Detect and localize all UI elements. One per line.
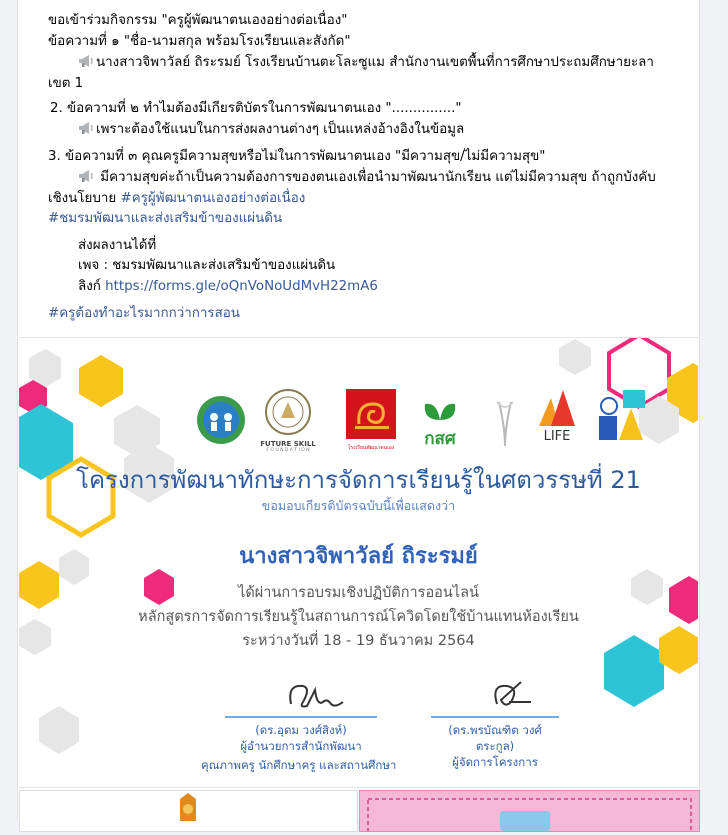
post-card bbox=[17, 0, 700, 820]
megaphone-icon bbox=[78, 54, 94, 68]
photo-thumbnail-1[interactable] bbox=[19, 790, 358, 832]
certificate-title: โครงการพัฒนาทักษะการจัดการเรียนรู้ในศตวรรษที่ 21 bbox=[76, 466, 641, 494]
life-logo bbox=[535, 390, 579, 444]
future-skill-icon bbox=[253, 388, 323, 436]
signatory-2-name: (ดร.พรบัณฑิต วงศ์ตระกูล) bbox=[448, 723, 542, 753]
life-icon bbox=[535, 390, 579, 426]
life-text: LIFE bbox=[543, 429, 571, 444]
signatory-1-role-1: ผู้อำนวยการสำนักพัฒนา bbox=[240, 739, 362, 753]
recipient-name: นางสาวจิพาวัลย์ ถิระรมย์ bbox=[239, 544, 478, 569]
post-line-2: ข้อความที่ ๑ "ชื่อ-นามสกุล พร้อมโรงเรียนและสังกัด" bbox=[48, 34, 351, 49]
signatory-1 bbox=[201, 716, 397, 773]
hashtag-link-3[interactable]: #ครูต้องทำอะไรมากกว่าการสอน bbox=[48, 306, 240, 321]
ribbon-logo-icon bbox=[485, 398, 525, 450]
certificate-body bbox=[19, 581, 698, 653]
post-line-9 bbox=[48, 189, 305, 210]
snail-logo bbox=[345, 388, 397, 452]
post-line-5: 2. ข้อความที่ ๒ ทำไมต้องมีเกียรติบัตรในการพัฒนาตนเอง "..............." bbox=[50, 101, 462, 116]
club-logo-icon bbox=[195, 394, 247, 446]
signature-line-2 bbox=[431, 716, 559, 718]
school-logo-icon bbox=[597, 388, 649, 444]
post-line-7: 3. ข้อความที่ ๓ คุณครูมีความสุขหรือไม่ในการพัฒนาตนเอง "มีความสุข/ไม่มีความสุข" bbox=[48, 149, 546, 164]
hashtag-link-2[interactable]: #ชมรมพัฒนาและส่งเสริมข้าของแผ่นดิน bbox=[48, 211, 283, 226]
certificate-subtitle: ขอมอบเกียรติบัตรฉบับนี้เพื่อแสดงว่า bbox=[261, 498, 456, 513]
future-skill-logo bbox=[253, 388, 323, 454]
form-link[interactable]: https://forms.gle/oQnVoNoUdMvH22mA6 bbox=[105, 279, 378, 294]
post-line-8 bbox=[78, 168, 656, 189]
thaihealth-icon bbox=[415, 392, 465, 426]
pink-frame-icon bbox=[360, 791, 699, 831]
signature-2 bbox=[481, 674, 541, 714]
policy-text: เชิงนโยบาย bbox=[48, 191, 121, 206]
future-skill-sub: F O U N D A T I O N bbox=[266, 448, 310, 453]
partner-logos bbox=[195, 388, 665, 458]
post-line-1: ขอเข้าร่วมกิจกรรม "ครูผู้พัฒนาตนเองอย่างต่อเนื่อง" bbox=[48, 13, 348, 28]
certificate-body-1: ได้ผ่านการอบรมเชิงปฏิบัติการออนไลน์ bbox=[238, 585, 479, 601]
certificate-body-2: หลักสูตรการจัดการเรียนรู้ในสถานการณ์โควิดโดยใช้บ้านแทนห้องเรียน bbox=[138, 609, 579, 625]
link-prefix: ลิงก์ bbox=[78, 279, 106, 294]
answer-2: เพราะต้องใช้แนบในการส่งผลงานต่างๆ เป็นแหล่งอ้างอิงในข้อมูล bbox=[96, 122, 465, 137]
emblem-icon bbox=[20, 791, 357, 831]
signature-1 bbox=[281, 676, 351, 716]
post-line-6 bbox=[78, 120, 464, 141]
post-line-4: เขต 1 bbox=[48, 76, 84, 91]
megaphone-icon bbox=[78, 169, 94, 183]
page-label: เพจ : ชมรมพัฒนาและส่งเสริมข้าของแผ่นดิน bbox=[78, 258, 336, 273]
answer-3: มีความสุขค่ะถ้าเป็นความต้องการของตนเองเพื่อนำมาพัฒนานักเรียน แต่ไม่มีความสุข ถ้าถูกบังคับ bbox=[96, 170, 656, 185]
thaihealth-text: กสศ bbox=[424, 429, 456, 449]
photo-thumbnail-2[interactable] bbox=[359, 790, 700, 832]
submit-label: ส่งผลงานได้ที่ bbox=[78, 238, 157, 253]
snail-caption: โรงเรียนพัฒนาตนเอง bbox=[347, 445, 395, 451]
snail-icon bbox=[345, 388, 397, 440]
future-skill-text: FUTURE SKILL bbox=[260, 440, 316, 448]
signatory-2 bbox=[431, 716, 559, 770]
signatory-1-role-2: คุณภาพครู นักศึกษาครู และสถานศึกษา bbox=[201, 758, 397, 772]
signatory-1-name: (ดร.อุดม วงศ์สิงห์) bbox=[255, 723, 347, 737]
post-line-3 bbox=[78, 53, 654, 74]
certificate-image[interactable] bbox=[19, 337, 698, 788]
megaphone-icon bbox=[78, 121, 94, 135]
form-link-line bbox=[78, 277, 378, 298]
certificate-date: ระหว่างวันที่ 18 - 19 ธันวาคม 2564 bbox=[242, 633, 475, 649]
signature-line-1 bbox=[225, 716, 377, 718]
signatory-2-role-1: ผู้จัดการโครงการ bbox=[452, 755, 538, 769]
hashtag-link-1[interactable]: #ครูผู้พัฒนาตนเองอย่างต่อเนื่อง bbox=[120, 191, 306, 206]
thaihealth-logo bbox=[415, 392, 465, 448]
author-affiliation: นางสาวจิพาวัลย์ ถิระรมย์ โรงเรียนบ้านตะโละซูแม สำนักงานเขตพื้นที่การศึกษาประถมศึกษายะลา bbox=[96, 55, 654, 70]
